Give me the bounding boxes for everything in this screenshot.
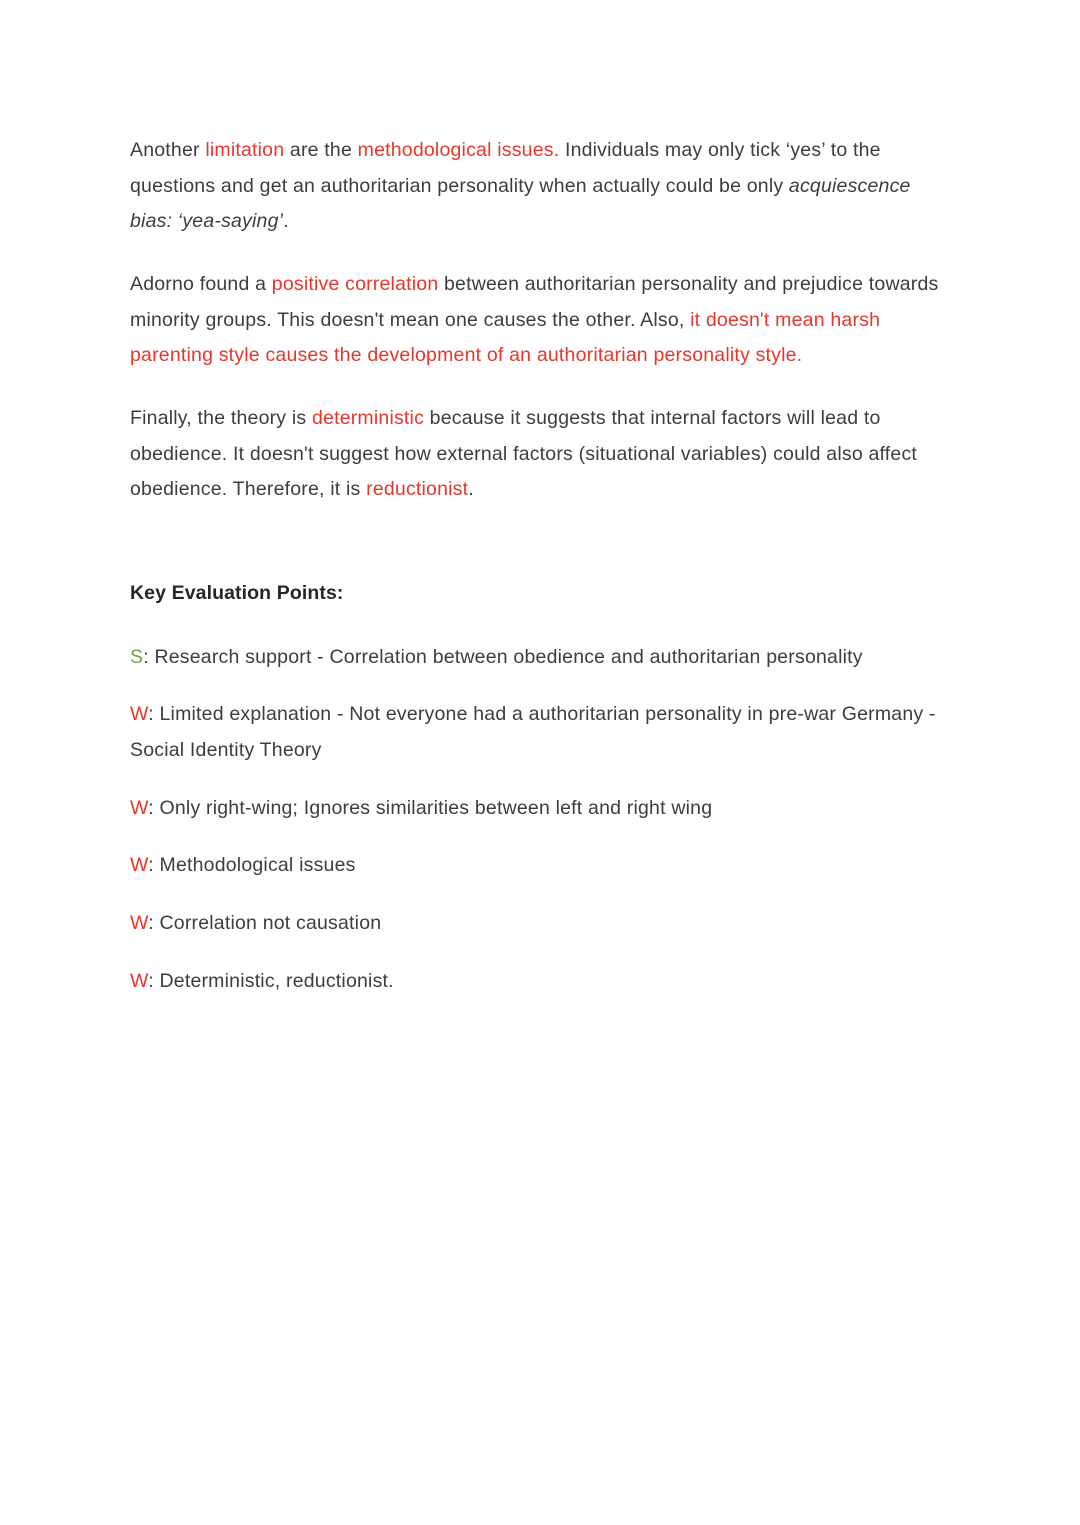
- text-segment: Another: [130, 139, 206, 161]
- text-segment: are the: [284, 139, 358, 161]
- document-content: [130, 133, 952, 999]
- section-heading: [130, 576, 952, 612]
- text-segment: deterministic: [311, 407, 425, 430]
- evaluation-point: [130, 791, 952, 827]
- text-segment: : Only right-wing; Ignores similarities between left and right wing: [148, 796, 713, 819]
- text-segment: : Correlation not causation: [148, 912, 382, 935]
- paragraph: [130, 267, 952, 374]
- text-segment: limitation: [205, 139, 285, 161]
- text-segment: W: [130, 796, 149, 819]
- text-segment: methodological issues.: [357, 139, 560, 161]
- text-segment: between authoritarian personality and prejudice towards minority groups. This doesn't mean one causes the other. Also,: [130, 273, 939, 331]
- text-segment: Individuals may only tick ‘yes’ to the questions and get an authoritarian personality when actually could be only: [130, 139, 881, 197]
- text-segment: Key Evaluation Points:: [130, 582, 344, 605]
- text-segment: : Deterministic, reductionist.: [148, 969, 394, 992]
- evaluation-point: [130, 640, 952, 676]
- evaluation-point: [130, 848, 952, 884]
- text-segment: it doesn't mean harsh parenting style causes the development of an authoritarian personality style.: [130, 308, 881, 367]
- text-segment: : Methodological issues: [148, 854, 356, 877]
- paragraph: [130, 133, 952, 240]
- evaluation-point: [130, 906, 952, 942]
- paragraph: [130, 401, 952, 508]
- evaluation-point: [130, 697, 952, 768]
- text-segment: positive correlation: [271, 273, 439, 296]
- text-segment: W: [130, 969, 149, 992]
- text-segment: acquiescence bias: ‘yea-saying’: [130, 174, 911, 233]
- text-segment: reductionist: [366, 478, 469, 501]
- text-segment: : Limited explanation - Not everyone had a authoritarian personality in pre-war Germany - Social Identity Theory: [130, 703, 936, 762]
- text-segment: S: [130, 645, 144, 668]
- text-segment: Adorno found a: [130, 273, 272, 296]
- text-segment: .: [468, 478, 474, 501]
- text-segment: W: [130, 703, 149, 726]
- text-segment: : Research support - Correlation between obedience and authoritarian personality: [143, 645, 863, 668]
- evaluation-point: [130, 964, 952, 1000]
- text-segment: W: [130, 854, 149, 877]
- text-segment: W: [130, 912, 149, 935]
- text-segment: because it suggests that internal factors will lead to obedience. It doesn't suggest how external factors (situational variables) could also affect obedience. Therefore, it is: [130, 407, 918, 501]
- text-segment: .: [283, 210, 289, 233]
- text-segment: Finally, the theory is: [130, 407, 312, 430]
